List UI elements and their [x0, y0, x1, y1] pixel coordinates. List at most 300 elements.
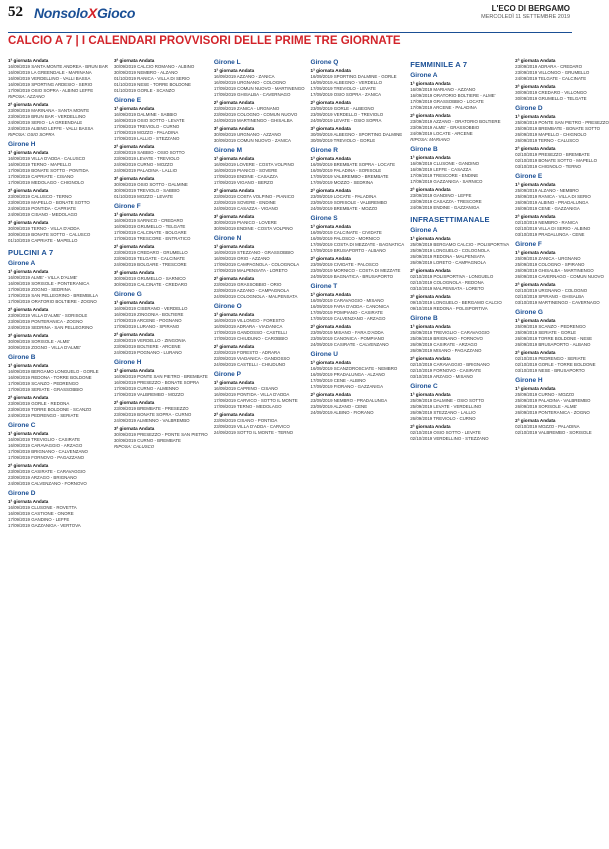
fixture-line: 23/09/2019 VERDELLO - ZINGONIA: [113, 338, 186, 343]
page-headline: CALCIO A 7 | I CALENDARI PROVVISORI DELLE PRIME TRE GIORNATE: [8, 35, 401, 47]
fixture-line: 16/09/2019 TERNO - MAPELLO: [8, 162, 72, 167]
group-heading: Girone C: [410, 383, 438, 390]
fixture-line: 17/09/2019 MOZZO - PALADINA: [113, 130, 179, 135]
round-heading: 1ª giornata Andata: [515, 182, 556, 187]
group-heading: Girone S: [310, 215, 338, 222]
round-heading: 1ª giornata Andata: [8, 269, 49, 274]
fixture-line: 16/09/2019 CLUSONE - ROVETTA: [8, 505, 77, 510]
group-heading: Girone D: [515, 105, 543, 112]
round-heading: 2ª giornata Andata: [8, 102, 49, 107]
newspaper-name: L'ECO DI BERGAMO: [491, 4, 570, 13]
round-heading: 2ª giornata Andata: [213, 344, 255, 349]
round-heading: 1ª giornata Andata: [310, 68, 351, 73]
fixture-line: 30/09/2019 CALCIO ROMANO - ALBINO: [113, 64, 195, 69]
fixture-line: 24/09/2019 PONTIDA - CAPRIATE: [8, 206, 77, 211]
fixture-line: 16/09/2019 CARAVAGGIO - ARZAGO: [8, 443, 83, 448]
fixture-line: 30/09/2019 CURNO - BREMBATE: [113, 438, 181, 443]
fixture-line: 17/09/2019 ARCENE - POGNANO: [113, 318, 182, 323]
fixture-line: 16/09/2019 ORATORIO BOLTIERE - ALME': [410, 93, 496, 98]
fixture-line: 16/09/2019 PIANICO - SOVERE: [213, 168, 278, 173]
round-heading: 2ª giornata Andata: [310, 256, 351, 261]
fixture-line: 23/09/2019 GANDINO - LEFFE: [410, 193, 472, 198]
group-heading: Girone F: [113, 203, 141, 210]
round-heading: 1ª giornata Andata: [113, 212, 155, 217]
fixture-line: 09/10/2019 REDONA - POLISPORTIVA: [410, 306, 488, 311]
fixture-line: 23/09/2019 MAPELLO - BONATE SOTTO: [8, 200, 90, 205]
fixture-line: 17/09/2019 BRUSAPORTO - ALBANO: [310, 248, 386, 253]
fixture-line: 03/10/2019 MARTINENGO - CAVERNAGO: [515, 300, 600, 305]
round-heading: 1ª giornata Andata: [515, 114, 556, 119]
group-heading: Girone R: [310, 147, 338, 154]
group-heading: Girone U: [310, 351, 338, 358]
fixture-line: 02/10/2019 COLOGNOLA - REDONA: [410, 280, 484, 285]
fixture-line: 23/09/2019 VILLONGO - GRUMELLO: [515, 70, 590, 75]
fixture-line: 16/09/2019 ADRARA - VIADANICA: [213, 324, 283, 329]
fixture-line: 16/09/2019 VERDELLINO - VALLI BASSA: [8, 76, 91, 81]
fixture-line: 17/09/2019 GANDINO - LEFFE: [8, 517, 70, 522]
round-heading: 3ª giornata Andata: [8, 333, 49, 338]
fixture-line: 16/09/2019 VILLONGO - FORESTO: [213, 318, 285, 323]
fixture-line: 16/09/2019 ZINGONIA - BOLTIERE: [113, 312, 184, 317]
fixture-line: 23/09/2019 COLOGNO - COMUN NUOVO: [213, 112, 298, 117]
fixture-line: 16/09/2019 URGNANO - COLOGNO: [213, 80, 286, 85]
group-heading: Girone A: [8, 260, 36, 267]
fixture-line: 24/09/2019 CASIRATE - CALVENZANO: [310, 342, 389, 347]
fixture-line: 23/09/2019 LOCATE - PALADINA: [310, 194, 377, 199]
group-heading: Girone A: [410, 72, 438, 79]
fixture-line: 30/09/2019 ZOGNO - VILLA D'ALME': [8, 345, 81, 350]
fixture-line: 16/09/2019 SPORTING DALMINE - GORLE: [310, 74, 397, 79]
round-heading: 2ª giornata Andata: [515, 350, 556, 355]
schedule-column-2: [114, 56, 208, 842]
issue-date: MERCOLEDÌ 11 SETTEMBRE 2019: [481, 14, 570, 20]
fixture-line: 23/09/2019 MARINANA - SANTA MONTE: [8, 108, 90, 113]
fixture-line: 24/09/2019 PEDRENGO - SERIATE: [8, 413, 79, 418]
fixture-line: 23/09/2019 VILLA D'ADDA - CARVICO: [213, 424, 290, 429]
fixture-line: 01/10/2019 MOZZO - LEVATE: [113, 194, 174, 199]
fixture-line: 16/09/2019 AZZANO - ZANICA: [213, 74, 275, 79]
round-heading: 2ª giornata Andata: [113, 332, 155, 337]
round-heading: 1ª giornata Andata: [213, 380, 255, 385]
fixture-line: 16/09/2019 OSIO SOTTO - LEVATE: [113, 118, 185, 123]
fixture-line: 16/09/2019 MARIANO - AZZANO: [410, 87, 476, 92]
schedule-column-3: [214, 56, 305, 842]
fixture-line: 30/09/2019 PRESEZZO - PONTE SAN PIETRO: [113, 432, 208, 437]
section-heading: PULCINI A 7: [8, 248, 54, 257]
fixture-line: 16/09/2019 SCANZOROSCIATE - NEMBRO: [310, 366, 398, 371]
fixture-line: 16/09/2019 LOVERE - COSTA VOLPINO: [213, 162, 295, 167]
group-heading: Girone N: [213, 235, 242, 242]
round-heading: 1ª giornata Andata: [515, 250, 556, 255]
group-heading: Girone F: [515, 241, 542, 248]
fixture-line: 17/09/2019 ARCENE - PALADINA: [410, 105, 477, 110]
fixture-line: 25/09/2019 LONGUELO - COLOGNOLA: [410, 248, 490, 253]
fixture-line: 30/09/2019 GRUMELLO - SARNICO: [113, 276, 186, 281]
group-heading: Girone E: [113, 97, 142, 104]
fixture-line: 16/09/2019 SPORTING ARDESIO - SERIO: [8, 82, 93, 87]
group-heading: Girone P: [213, 371, 241, 378]
fixture-line: 16/09/2019 CAPRINO - CISANO: [213, 386, 278, 391]
fixture-line: 17/09/2019 CALVENZANO - ARZAGO: [310, 316, 386, 321]
fixture-line: 17/09/2019 LALLIO - STEZZANO: [113, 136, 180, 141]
fixture-line: 23/09/2019 BONATE SOPRA - CURNO: [113, 412, 192, 417]
fixture-line: 23/09/2019 NEMBRO - PRADALUNGA: [310, 398, 388, 403]
fixture-line: 25/09/2019 BERGAMO CALCIO - POLISPORTIVA: [410, 242, 510, 247]
fixture-line: 23/09/2019 AZZANO - ORATORIO BOLTIERE: [410, 119, 501, 124]
fixture-line: 25/09/2019 COLOGNO - SPIRANO: [515, 262, 585, 267]
fixture-line: 17/09/2019 TRESCORE - ENTRATICO: [113, 236, 191, 241]
fixture-line: 16/09/2019 CLUSONE - GANDINO: [410, 161, 480, 166]
fixture-line: 25/09/2019 BREMBATE - BONATE SOTTO: [515, 126, 601, 131]
fixture-line: 01/10/2019 CAPRIATE - MAPELLO: [8, 238, 78, 243]
fixture-line: 16/09/2019 PRESEZZO - BONATE SOPRA: [113, 380, 200, 385]
fixture-line: 02/10/2019 POLISPORTIVA - LONGUELO: [410, 274, 494, 279]
fixture-line: 25/09/2019 ZANICA - URGNANO: [515, 256, 581, 261]
round-heading: 1ª giornata Andata: [410, 392, 451, 397]
group-heading: Girone H: [515, 377, 543, 384]
round-heading: 3ª giornata Andata: [113, 426, 155, 431]
fixture-line: 26/09/2019 CAVERNAGO - COMUN NUOVO: [515, 274, 604, 279]
rest-line: RIPOSA: CALUSCO: [113, 444, 155, 449]
round-heading: 2ª giornata Andata: [213, 100, 255, 105]
fixture-line: 24/09/2019 CASAZZA - VIGANO: [213, 206, 279, 211]
fixture-line: 23/09/2019 CIVIDATE - PALOSCO: [310, 262, 379, 267]
fixture-line: 01/10/2019 NESE - TORRE BOLDONE: [113, 82, 191, 87]
fixture-line: 24/09/2019 BREMBATE - MOZZO: [310, 206, 378, 211]
fixture-line: 16/09/2019 STEZZANO - GRASSOBBIO: [213, 250, 294, 255]
fixture-line: 16/09/2019 LA GREENDALE - MARINANA: [8, 70, 92, 75]
fixture-line: 24/09/2019 SEDRINA - SAN PELLEGRINO: [8, 325, 93, 330]
fixture-line: 23/09/2019 VERDELLO - TREVIOLO: [310, 112, 384, 117]
round-heading: 1ª giornata Andata: [8, 499, 49, 504]
fixture-line: 24/09/2019 TELGATE - CALCINATE: [515, 76, 587, 81]
round-heading: 2ª giornata Andata: [515, 214, 556, 219]
fixture-line: 30/09/2019 CALCINATE - CREDARO: [113, 282, 188, 287]
fixture-line: 16/09/2019 CARAVAGGIO - MISANO: [310, 298, 384, 303]
section-brand: [34, 5, 135, 21]
schedule-column-5: [410, 56, 509, 842]
fixture-line: 23/09/2019 TORRE BOLDONE - SCANZO: [8, 407, 92, 412]
fixture-line: 23/09/2019 SORISOLE - VALBREMBO: [310, 200, 388, 205]
fixture-line: 17/09/2019 TRESCORE - ENDINE: [410, 173, 479, 178]
fixture-line: 17/09/2019 ZOGNO - SEDRINA: [8, 287, 71, 292]
round-heading: 3ª giornata Andata: [310, 126, 351, 131]
round-heading: 1ª giornata Andata: [310, 360, 351, 365]
fixture-line: 03/10/2019 MALPENSATA - LORETO: [410, 286, 484, 291]
fixture-line: 23/09/2019 BRUN BAR - VERDELLINO: [8, 114, 86, 119]
fixture-line: 30/09/2019 BONATE SOTTO - CALUSCO: [8, 232, 91, 237]
fixture-line: 26/09/2019 TERNO - CALUSCO: [515, 138, 579, 143]
fixture-line: 17/09/2019 MOZZO - SEDRINA: [310, 180, 373, 185]
round-heading: 2ª giornata Andata: [8, 307, 49, 312]
fixture-line: 02/10/2019 BONATE SOTTO - MAPELLO: [515, 158, 597, 163]
round-heading: 1ª giornata Andata: [410, 236, 451, 241]
fixture-line: 16/09/2019 CALCINATE - CIVIDATE: [310, 230, 382, 235]
round-heading: 2ª giornata Andata: [310, 392, 351, 397]
round-heading: 1ª giornata Andata: [213, 244, 255, 249]
fixture-line: 26/09/2019 GHISALBA - MARTINENGO: [515, 268, 594, 273]
fixture-line: 17/09/2019 OSIO SOPRA - ALBINO LEFFE: [8, 88, 94, 93]
fixture-line: 16/09/2019 SARNICO - CREDARO: [113, 218, 184, 223]
fixture-line: 17/09/2019 OSIO SOPRA - ZANICA: [310, 92, 382, 97]
group-heading: Girone A: [410, 227, 438, 234]
group-heading: Girone B: [410, 146, 438, 153]
fixture-line: 17/09/2019 POMPIANO - CASIRATE: [310, 310, 383, 315]
round-heading: 2ª giornata Andata: [410, 356, 451, 361]
fixture-line: 23/09/2019 CISANO - PONTIDA: [213, 418, 278, 423]
round-heading: 1ª giornata Andata: [213, 68, 255, 73]
fixture-line: 26/09/2019 MAPELLO - CHIGNOLO: [515, 132, 587, 137]
group-heading: Girone O: [213, 303, 242, 310]
fixture-line: 26/09/2019 MISANO - PAGAZZANO: [410, 348, 482, 353]
fixture-line: 16/09/2019 PRADALUNGA - ALZANO: [310, 372, 385, 377]
round-heading: 3ª giornata Andata: [410, 294, 451, 299]
round-heading: 1ª giornata Andata: [310, 156, 351, 161]
fixture-line: 17/09/2019 BONATE SOTTO - PONTIDA: [8, 168, 89, 173]
round-heading: 3ª giornata Andata: [213, 214, 255, 219]
fixture-line: 17/09/2019 CAMPAGNOLA - COLOGNOLA: [213, 262, 300, 267]
fixture-line: 17/09/2019 VALBREMBO - MOZZO: [113, 392, 184, 397]
fixture-line: 16/09/2019 CASTIONE - ONORE: [8, 511, 74, 516]
round-heading: 2ª giornata Andata: [8, 188, 49, 193]
round-heading: 2ª giornata Andata: [213, 412, 255, 417]
round-heading: 2ª giornata Andata: [213, 188, 255, 193]
fixture-line: 17/09/2019 GAZZANIGA - SARNICO: [410, 179, 483, 184]
schedule-column-4: [311, 56, 405, 842]
fixture-line: 02/10/2019 NEMBRO - RANICA: [515, 220, 579, 225]
fixture-line: 24/09/2019 BOLGARE - TRESCORE: [113, 262, 187, 267]
fixture-line: 01/10/2019 GORLE - SCANZO: [113, 88, 175, 93]
fixture-line: 24/09/2019 SERIO - LA GREENDALE: [8, 120, 83, 125]
round-heading: 2ª giornata Andata: [8, 463, 49, 468]
round-heading: 1ª giornata Andata: [113, 106, 155, 111]
round-heading: 1ª giornata Andata: [113, 368, 155, 373]
round-heading: 1ª giornata Andata: [8, 431, 49, 436]
fixture-line: 16/09/2019 BERGAMO LONGUELO - GORLE: [8, 369, 99, 374]
round-heading: 1ª giornata Andata: [213, 156, 255, 161]
fixture-line: 17/09/2019 LURANO - SPIRANO: [113, 324, 180, 329]
fixture-line: 03/10/2019 CHIGNOLO - TERNO: [515, 164, 581, 169]
fixture-line: 23/09/2019 CREDARO - GRUMELLO: [113, 250, 188, 255]
fixture-line: 26/09/2019 BRUSAPORTO - ALBANO: [515, 342, 591, 347]
round-heading: 1ª giornata Andata: [410, 155, 451, 160]
fixture-line: 24/09/2019 ENDINE - GAZZANIGA: [410, 205, 480, 210]
fixture-line: 23/09/2019 MISANO - FARA D'ADDA: [310, 330, 384, 335]
fixture-line: 17/09/2019 CURNO - ALMENNO: [113, 386, 179, 391]
fixture-line: 23/09/2019 CALUSCO - TERNO: [8, 194, 72, 199]
fixture-line: 17/09/2019 BRIGNANO - CALVENZANO: [8, 449, 88, 454]
brand-left: Nonsolo: [34, 5, 88, 21]
fixture-line: 23/09/2019 SOVERE - ENDINE: [213, 200, 276, 205]
fixture-line: 30/09/2019 PIANICO - LOVERE: [213, 220, 277, 225]
round-heading: 1ª giornata Andata: [310, 292, 351, 297]
fixture-line: 23/09/2019 LEVATE - TREVIOLO: [113, 156, 180, 161]
fixture-line: 26/09/2019 STEZZANO - LALLIO: [410, 410, 476, 415]
fixture-line: 17/09/2019 CARVICO - SOTTO IL MONTE: [213, 398, 298, 403]
header-rule: [8, 32, 572, 33]
rest-line: RIPOSA: AZZANO: [8, 94, 45, 99]
fixture-line: 16/09/2019 CISERANO - VERDELLO: [113, 306, 188, 311]
fixture-line: 25/09/2019 PALADINA - VALBREMBO: [515, 398, 591, 403]
fixture-line: 23/09/2019 COSTA VOLPINO - PIANICO: [213, 194, 295, 199]
fixture-line: 26/09/2019 CASIRATE - ARZAGO: [410, 342, 478, 347]
fixture-line: 16/09/2019 GRUMELLO - TELGATE: [113, 224, 186, 229]
fixture-line: 17/09/2019 COMUN NUOVO - MARTINENGO: [213, 86, 305, 91]
fixture-line: 17/09/2019 MEDOLAGO - CHIGNOLO: [8, 180, 84, 185]
fixture-line: 01/10/2019 RANICA - VILLA DI SERIO: [113, 76, 190, 81]
fixture-line: 17/09/2019 FORNOVO - PAGAZZANO: [8, 455, 85, 460]
fixture-line: 23/09/2019 SABBIO - OSIO SOTTO: [113, 150, 185, 155]
round-heading: 1ª giornata Andata: [310, 224, 351, 229]
fixture-line: 24/09/2019 BAGNATICA - BRUSAPORTO: [310, 274, 394, 279]
fixture-line: 16/09/2019 ALBEGNO - VERDELLO: [310, 80, 383, 85]
fixture-line: 17/09/2019 CAPRIATE - CISANO: [8, 174, 74, 179]
fixture-line: 02/10/2019 VILLA DI SERIO - ALBINO: [515, 226, 591, 231]
group-heading: Girone M: [213, 147, 243, 154]
fixture-line: 25/09/2019 CURNO - MOZZO: [515, 392, 575, 397]
fixture-line: 26/09/2019 LORETO - CAMPAGNOLA: [410, 260, 486, 265]
fixture-line: 16/09/2019 REDONA - TORRE BOLDONE: [8, 375, 92, 380]
fixture-line: 17/09/2019 CALCINATE - BOLGARE: [113, 230, 187, 235]
fixture-line: 25/09/2019 TREVIGLIO - CARAVAGGIO: [410, 330, 490, 335]
fixture-line: 02/10/2019 OSIO SOTTO - LEVATE: [410, 430, 481, 435]
fixture-line: 23/09/2019 TELGATE - CALCINATE: [113, 256, 185, 261]
fixture-line: 25/09/2019 PONTE SAN PIETRO - PRESEZZO: [515, 120, 609, 125]
group-heading: Girone H: [113, 359, 142, 366]
round-heading: 1ª giornata Andata: [515, 318, 556, 323]
round-heading: 1ª giornata Andata: [8, 363, 49, 368]
fixture-line: 24/09/2019 LOCATE - ARCENE: [410, 131, 473, 136]
group-heading: Girone G: [515, 309, 543, 316]
section-heading: INFRASETTIMANALE: [410, 215, 490, 224]
fixture-line: 16/09/2019 PONTIDA - VILLA D'ADDA: [213, 392, 290, 397]
fixture-line: 17/09/2019 SERIATE - GRASSOBBIO: [8, 387, 83, 392]
fixture-line: 26/09/2019 PONTERANICA - ZOGNO: [515, 410, 590, 415]
fixture-line: 17/09/2019 GANDOSSO - CASTELLI: [213, 330, 288, 335]
fixture-line: 16/09/2019 SORISOLE - PONTERANICA: [8, 281, 90, 286]
fixture-line: 17/09/2019 CENE - ALBINO: [310, 378, 366, 383]
rest-line: RIPOSA: MARIANO: [410, 137, 450, 142]
fixture-line: 24/09/2019 CURNO - MOZZO: [113, 162, 174, 167]
fixture-line: 03/10/2019 NESE - BRUSAPORTO: [515, 368, 585, 373]
round-heading: 3ª giornata Andata: [8, 220, 49, 225]
round-heading: 3ª giornata Andata: [113, 176, 155, 181]
fixture-line: 23/09/2019 ALZANO - CENE: [310, 404, 368, 409]
fixture-line: 25/09/2019 LEVATE - VERDELLINO: [410, 404, 482, 409]
round-heading: 1ª giornata Andata: [410, 81, 451, 86]
fixture-line: 02/10/2019 GORLE - TORRE BOLDONE: [515, 362, 596, 367]
round-heading: 2ª giornata Andata: [113, 400, 155, 405]
fixture-line: 24/09/2019 SOTTO IL MONTE - TERNO: [213, 430, 294, 435]
fixture-line: 24/09/2019 ALMENNO - VALBREMBO: [113, 418, 190, 423]
fixture-line: 16/09/2019 VILLA D'ADDA - CALUSCO: [8, 156, 86, 161]
fixture-line: 17/09/2019 MALPENSATA - LORETO: [213, 268, 288, 273]
fixture-line: 17/09/2019 SCANZO - PEDRENGO: [8, 381, 79, 386]
round-heading: 2ª giornata Andata: [113, 144, 155, 149]
fixture-line: 17/09/2019 COSTA DI MEZZATE - BAGNATICA: [310, 242, 405, 247]
fixture-line: 17/09/2019 TERNO - MEDOLAGO: [213, 404, 282, 409]
fixture-line: 30/09/2019 TREVIOLO - GORLE: [310, 138, 376, 143]
fixture-line: 16/09/2019 PALADINA - SORISOLE: [310, 168, 382, 173]
fixture-line: 26/09/2019 CENE - GAZZANIGA: [515, 206, 580, 211]
fixture-line: 24/09/2019 COLOGNOLA - MALPENSATA: [213, 294, 298, 299]
fixture-line: 23/09/2019 GRASSOBBIO - ORIO: [213, 282, 282, 287]
round-heading: 2ª giornata Andata: [410, 424, 451, 429]
fixture-line: 30/09/2019 ALBEGNO - SPORTING DALMINE: [310, 132, 403, 137]
fixture-line: 30/09/2019 OSIO SOTTO - DALMINE: [113, 182, 188, 187]
fixture-line: 23/09/2019 ADRARA - CREDARO: [515, 64, 583, 69]
fixture-line: 25/09/2019 BRIGNANO - FORNOVO: [410, 336, 483, 341]
fixture-line: 24/09/2019 ALBINO LEFFE - VALLI BASSA: [8, 126, 94, 131]
fixture-line: 02/10/2019 MOZZO - PALADINA: [515, 424, 580, 429]
fixture-line: 25/09/2019 ALZANO - NEMBRO: [515, 188, 579, 193]
fixture-line: 02/10/2019 CARAVAGGIO - BRIGNANO: [410, 362, 490, 367]
fixture-line: 30/09/2019 TERNO - VILLA D'ADDA: [8, 226, 80, 231]
fixture-line: 23/09/2019 CASAZZA - TRESCORE: [410, 199, 482, 204]
round-heading: 3ª giornata Andata: [113, 58, 155, 63]
fixture-line: 02/10/2019 PEDRENGO - SERIATE: [515, 356, 586, 361]
fixture-line: 24/09/2019 LEVATE - OSIO SOPRA: [310, 118, 382, 123]
fixture-line: 16/09/2019 LEFFE - CASAZZA: [410, 167, 472, 172]
round-heading: 2ª giornata Andata: [213, 276, 255, 281]
schedule-columns: [8, 56, 609, 842]
round-heading: 3ª giornata Andata: [515, 84, 556, 89]
fixture-line: 25/09/2019 DALMINE - OSIO SOTTO: [410, 398, 485, 403]
fixture-line: 17/09/2019 GHISALBA - CAVERNAGO: [213, 92, 291, 97]
brand-x: X: [87, 5, 97, 21]
fixture-line: 23/09/2019 VILLA D'ALME' - SORISOLE: [8, 313, 88, 318]
round-heading: 1ª giornata Andata: [113, 300, 155, 305]
round-heading: 3ª giornata Andata: [213, 126, 255, 131]
group-heading: Girone C: [8, 422, 36, 429]
fixture-line: 23/09/2019 ALME' - GRASSOBBIO: [410, 125, 480, 130]
fixture-line: 25/09/2019 RANICA - VILLA DI SERIO: [515, 194, 591, 199]
fixture-line: 03/10/2019 ARZAGO - MISANO: [410, 374, 473, 379]
fixture-line: 03/10/2019 PRADALUNGA - CENE: [515, 232, 585, 237]
fixture-line: 09/10/2019 LONGUELO - BERGAMO CALCIO: [410, 300, 502, 305]
fixture-line: 16/09/2019 TREVIGLIO - CASIRATE: [8, 437, 81, 442]
fixture-line: 25/09/2019 SCANZO - PEDRENGO: [515, 324, 586, 329]
page-header: [0, 0, 580, 34]
fixture-line: 16/09/2019 ALME' - VILLA D'ALME': [8, 275, 78, 280]
round-heading: 1ª giornata Andata: [515, 386, 556, 391]
fixture-line: 17/09/2019 TREVIOLO - LEVATE: [310, 86, 376, 91]
fixture-line: 30/09/2019 GRUMELLO - TELGATE: [515, 96, 587, 101]
round-heading: 2ª giornata Andata: [410, 268, 451, 273]
group-heading: Girone T: [310, 283, 338, 290]
round-heading: 2ª giornata Andata: [8, 395, 49, 400]
round-heading: 1ª giornata Andata: [8, 150, 49, 155]
fixture-line: 26/09/2019 ALBINO - PRADALUNGA: [515, 200, 589, 205]
fixture-line: 23/09/2019 AZZANO - CAMPAGNOLA: [213, 288, 290, 293]
round-heading: 1ª giornata Andata: [213, 312, 255, 317]
fixture-line: 17/09/2019 GRASSOBBIO - LOCATE: [410, 99, 484, 104]
fixture-line: 02/10/2019 SPIRANO - GHISALBA: [515, 294, 584, 299]
round-heading: 2ª giornata Andata: [310, 100, 351, 105]
fixture-line: 16/09/2019 FARA D'ADDA - CANONICA: [310, 304, 390, 309]
fixture-line: 25/09/2019 SERIATE - GORLE: [515, 330, 577, 335]
rest-line: RIPOSA: OSIO SOPRA: [8, 132, 55, 137]
fixture-line: 16/09/2019 ORIO - AZZANO: [213, 256, 270, 261]
fixture-line: 16/09/2019 BREMBATE SOPRA - LOCATE: [310, 162, 396, 167]
brand-right: Gioco: [96, 5, 136, 21]
fixture-line: 24/09/2019 ALBINO - FIORANO: [310, 410, 374, 415]
group-heading: Girone Q: [310, 59, 339, 66]
fixture-line: 24/09/2019 MARTINENGO - GHISALBA: [213, 118, 293, 123]
fixture-line: 24/09/2019 CALVENZANO - FORNOVO: [8, 481, 87, 486]
round-heading: 2ª giornata Andata: [310, 324, 351, 329]
fixture-line: 16/09/2019 DALMINE - SABBIO: [113, 112, 177, 117]
